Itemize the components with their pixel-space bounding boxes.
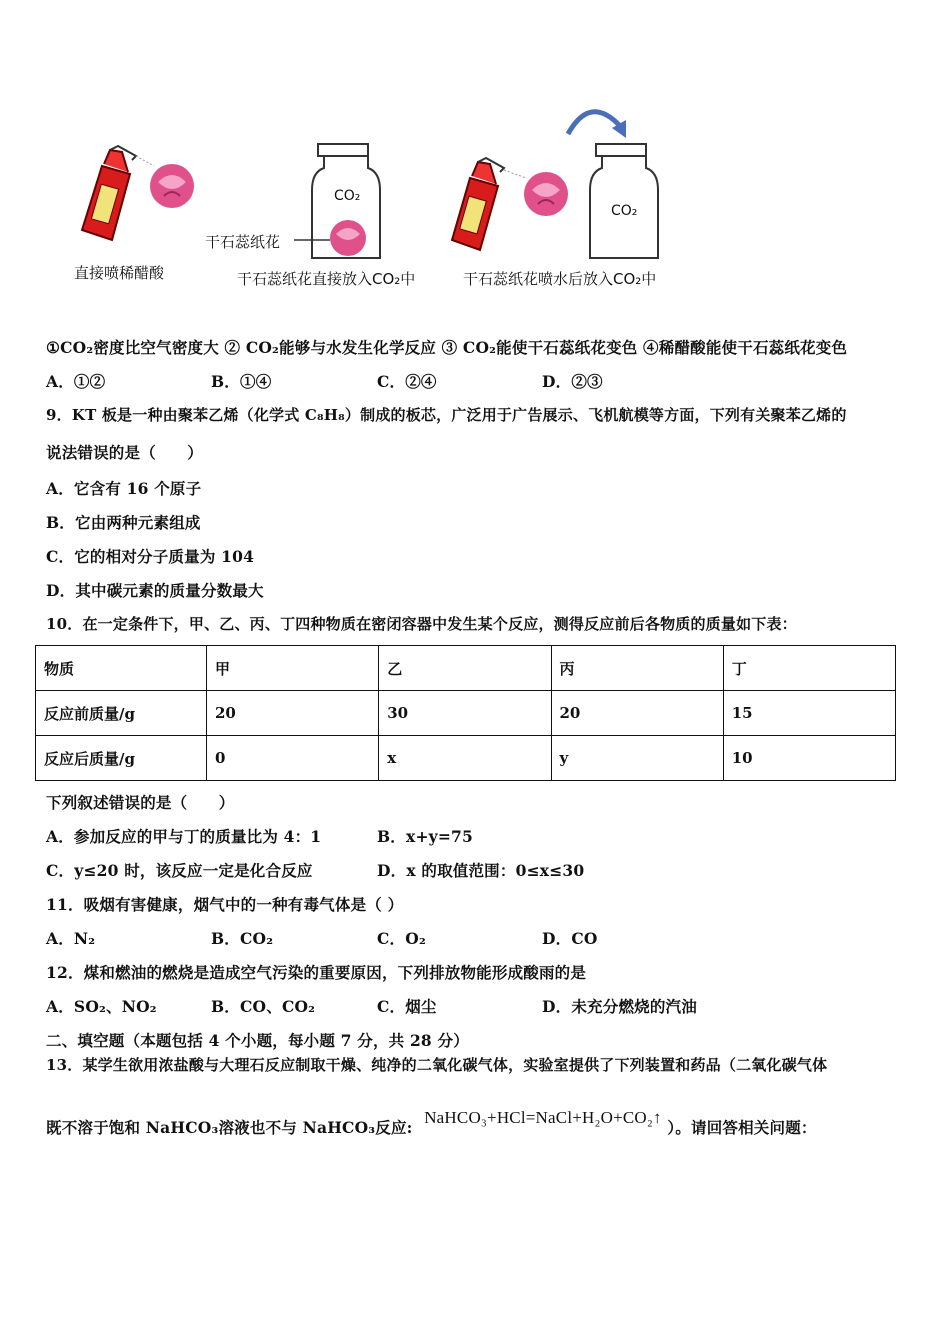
mass-table xyxy=(35,645,896,781)
q9-stem-line1: 9．KT 板是一种由聚苯乙烯（化学式 C₈H₈）制成的板芯，广泛用于广告展示、飞机航模等方面，下列有关聚苯乙烯的 xyxy=(46,406,847,424)
spray-bottle-icon xyxy=(452,158,526,250)
table-cell: 20 xyxy=(207,691,379,736)
q12-stem: 12．煤和燃油的燃烧是造成空气污染的重要原因，下列排放物能形成酸雨的是 xyxy=(46,963,587,982)
q8-option-a[interactable]: A．①② xyxy=(46,372,106,391)
table-cell: 10 xyxy=(723,736,895,781)
table-cell: 反应后质量/g xyxy=(36,736,207,781)
chemical-equation: NaHCO₃+HCl=NaCl+H₂O+CO₂↑ xyxy=(424,1108,662,1127)
rose-icon xyxy=(524,172,568,216)
q9-option-d[interactable]: D．其中碳元素的质量分数最大 xyxy=(46,581,264,600)
gas-jar-icon xyxy=(590,144,658,258)
q10-option-b[interactable]: B．x+y=75 xyxy=(377,827,473,846)
jar1-label: CO₂ xyxy=(334,188,361,204)
q11-option-a[interactable]: A．N₂ xyxy=(46,929,96,948)
side-label: 干石蕊纸花 xyxy=(205,233,281,251)
table-cell: 15 xyxy=(723,691,895,736)
caption-3: 干石蕊纸花喷水后放入CO₂中 xyxy=(463,270,657,288)
q8-statements: ①CO₂密度比空气密度大 ② CO₂能够与水发生化学反应 ③ CO₂能使干石蕊纸花变色 ④稀醋酸能使干石蕊纸花变色 xyxy=(46,338,848,357)
table-cell: 反应前质量/g xyxy=(36,691,207,736)
table-cell: 丙 xyxy=(551,646,723,691)
table-cell: 物质 xyxy=(36,646,207,691)
q8-option-c[interactable]: C．②④ xyxy=(377,372,437,391)
section-heading: 二、填空题（本题包括 4 个小题，每小题 7 分，共 28 分） xyxy=(46,1031,469,1050)
table-row xyxy=(36,691,896,736)
table-cell: 丁 xyxy=(723,646,895,691)
q11-option-c[interactable]: C．O₂ xyxy=(377,929,426,948)
q12-option-c[interactable]: C．烟尘 xyxy=(377,997,437,1016)
table-cell: 20 xyxy=(551,691,723,736)
q11-stem: 11．吸烟有害健康，烟气中的一种有毒气体是（ ） xyxy=(46,895,404,914)
q12-option-d[interactable]: D．未充分燃烧的汽油 xyxy=(542,997,697,1016)
q9-stem-line2: 说法错误的是（ ） xyxy=(46,443,204,462)
q10-after: 下列叙述错误的是（ ） xyxy=(46,793,235,812)
table-cell: x xyxy=(379,736,551,781)
q12-option-b[interactable]: B．CO、CO₂ xyxy=(211,997,316,1016)
q13-pre: 既不溶于饱和 NaHCO₃溶液也不与 NaHCO₃反应: xyxy=(46,1118,413,1137)
curved-arrow-icon xyxy=(568,112,620,134)
q10-stem: 10．在一定条件下，甲、乙、丙、丁四种物质在密闭容器中发生某个反应，测得反应前后各物质的质量如下表： xyxy=(46,615,797,633)
q9-option-c[interactable]: C．它的相对分子质量为 104 xyxy=(46,547,255,566)
caption-2: 干石蕊纸花直接放入CO₂中 xyxy=(237,270,416,288)
q10-option-c[interactable]: C．y≤20 时，该反应一定是化合反应 xyxy=(46,861,313,880)
q10-option-a[interactable]: A．参加反应的甲与丁的质量比为 4：1 xyxy=(46,827,322,846)
jar2-label: CO₂ xyxy=(611,203,638,219)
rose-icon xyxy=(150,164,194,208)
q13-post: ）。请回答相关问题： xyxy=(667,1118,817,1137)
table-cell: 0 xyxy=(207,736,379,781)
table-row xyxy=(36,646,896,691)
table-cell: 乙 xyxy=(379,646,551,691)
q12-option-a[interactable]: A．SO₂、NO₂ xyxy=(46,997,157,1016)
spray-bottle-icon xyxy=(82,146,154,240)
q13-stem-line1: 13．某学生欲用浓盐酸与大理石反应制取干燥、纯净的二氧化碳气体，实验室提供了下列装置和药品（二氧化碳气体 xyxy=(46,1056,828,1074)
table-cell: y xyxy=(551,736,723,781)
q8-option-b[interactable]: B．①④ xyxy=(211,372,272,391)
table-row xyxy=(36,736,896,781)
table-cell: 甲 xyxy=(207,646,379,691)
q8-option-d[interactable]: D．②③ xyxy=(542,372,603,391)
q9-option-a[interactable]: A．它含有 16 个原子 xyxy=(46,479,202,498)
caption-1: 直接喷稀醋酸 xyxy=(74,264,165,282)
q11-option-b[interactable]: B．CO₂ xyxy=(211,929,274,948)
q9-option-b[interactable]: B．它由两种元素组成 xyxy=(46,513,201,532)
q11-option-d[interactable]: D．CO xyxy=(542,929,598,948)
q13-stem-line2 xyxy=(46,1108,817,1138)
table-cell: 30 xyxy=(379,691,551,736)
q10-option-d[interactable]: D．x 的取值范围：0≤x≤30 xyxy=(377,861,585,880)
